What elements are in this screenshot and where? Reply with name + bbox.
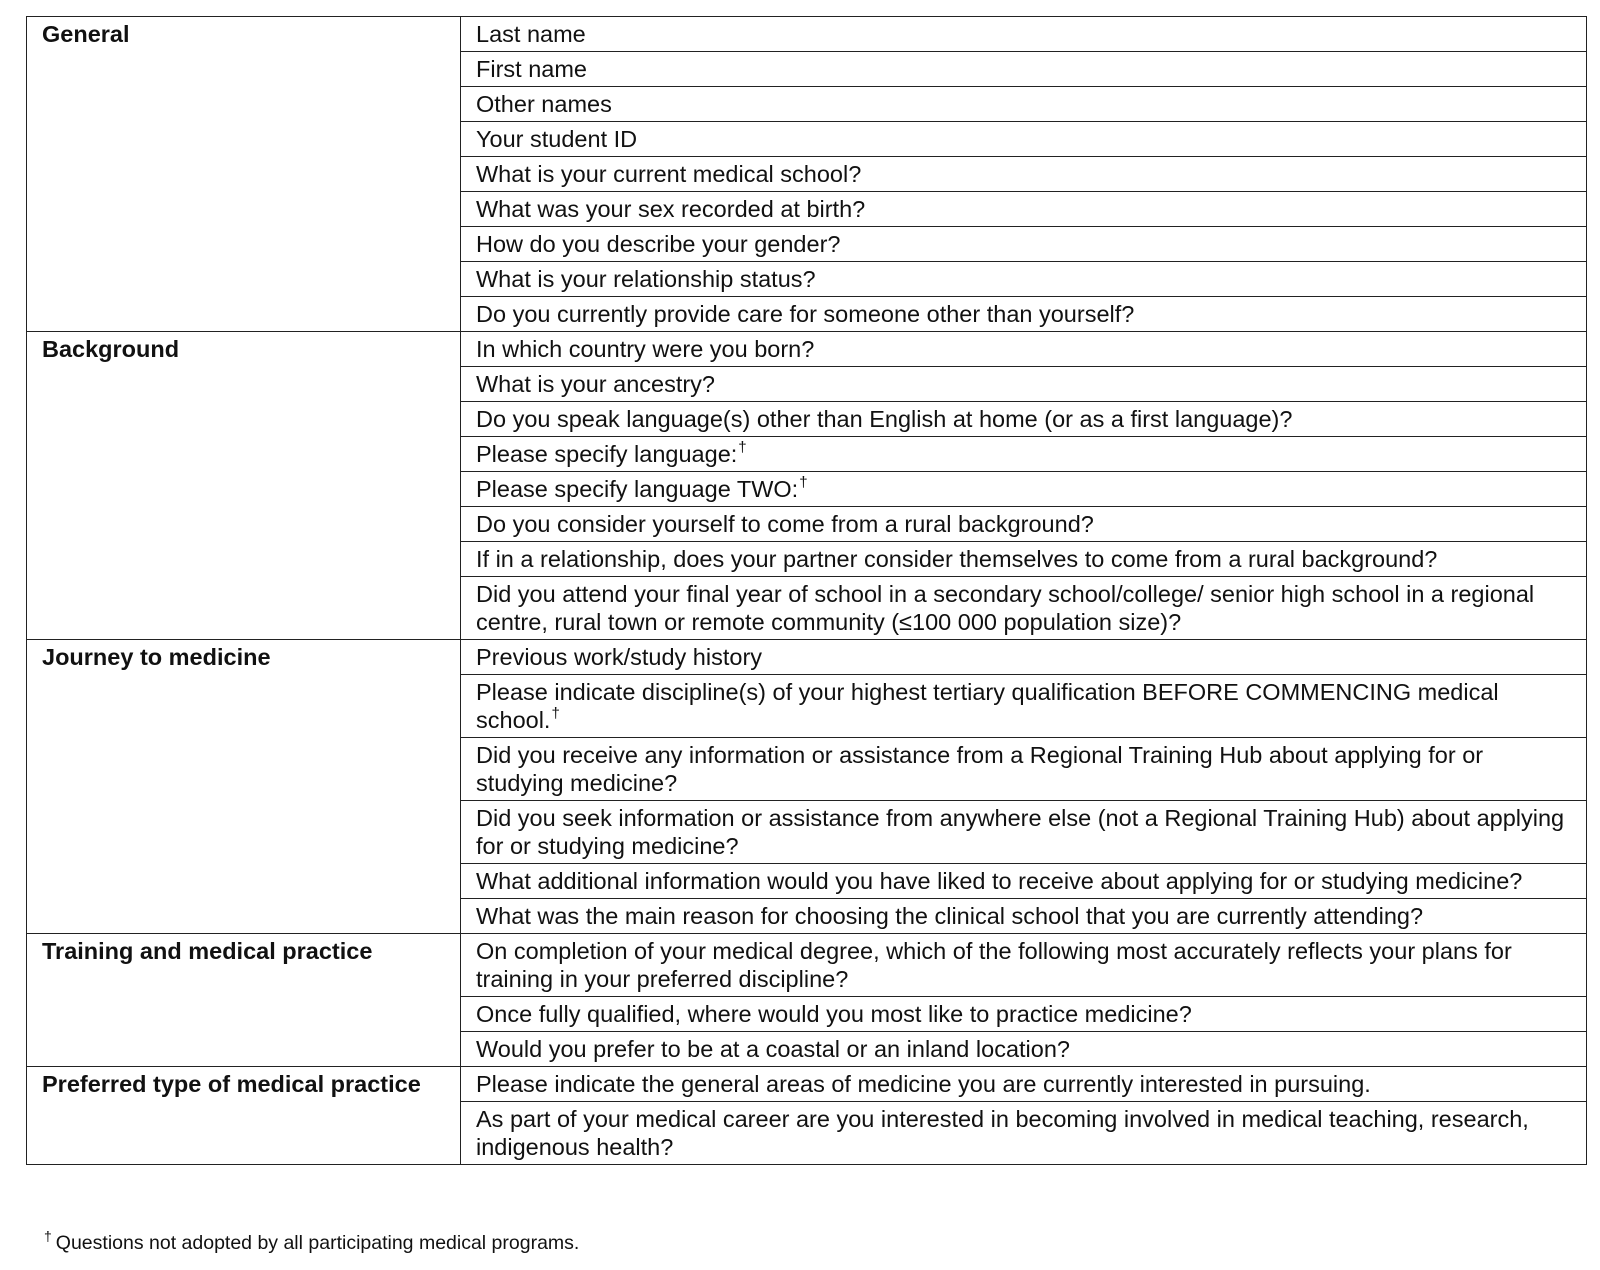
question-text: Do you consider yourself to come from a rural background? (476, 511, 1094, 537)
question-text: Please indicate discipline(s) of your highest tertiary qualification BEFORE COMMENCING medical school. (476, 679, 1499, 733)
table-row (27, 640, 1587, 675)
question-text: Other names (476, 91, 612, 117)
question-text: If in a relationship, does your partner consider themselves to come from a rural background? (476, 546, 1438, 572)
question-text: Last name (476, 21, 586, 47)
question-text: Please specify language TWO: (476, 476, 799, 502)
question-cell (461, 367, 1587, 402)
section-label: General (27, 17, 461, 332)
question-text: Did you seek information or assistance from anywhere else (not a Regional Training Hub) about applying for or studying medicine? (476, 805, 1565, 859)
question-cell (461, 87, 1587, 122)
footnote (44, 1228, 580, 1255)
question-cell (461, 437, 1587, 472)
question-text: How do you describe your gender? (476, 231, 841, 257)
question-text: Please specify language: (476, 441, 738, 467)
question-cell (461, 1067, 1587, 1102)
question-cell (461, 227, 1587, 262)
question-cell (461, 262, 1587, 297)
survey-table-body (27, 17, 1587, 1165)
question-text: As part of your medical career are you interested in becoming involved in medical teaching, research, indigenous health? (476, 1106, 1529, 1160)
question-text: Did you attend your final year of school in a secondary school/college/ senior high school in a regional centre, rural town or remote community (≤100 000 population size)? (476, 581, 1535, 635)
dagger-mark: † (799, 474, 808, 491)
question-cell (461, 640, 1587, 675)
question-text: What was your sex recorded at birth? (476, 196, 866, 222)
question-cell (461, 402, 1587, 437)
question-cell (461, 17, 1587, 52)
question-cell (461, 122, 1587, 157)
question-cell (461, 332, 1587, 367)
question-cell (461, 997, 1587, 1032)
question-text: In which country were you born? (476, 336, 815, 362)
section-label: Preferred type of medical practice (27, 1067, 461, 1165)
footnote-dagger-mark: † (44, 1228, 52, 1244)
question-cell (461, 52, 1587, 87)
section-label: Journey to medicine (27, 640, 461, 934)
question-text: Your student ID (476, 126, 638, 152)
question-cell (461, 1032, 1587, 1067)
question-cell (461, 801, 1587, 864)
question-text: What additional information would you have liked to receive about applying for or studying medicine? (476, 868, 1523, 894)
question-cell (461, 934, 1587, 997)
question-cell (461, 675, 1587, 738)
question-text: First name (476, 56, 587, 82)
question-cell (461, 542, 1587, 577)
question-text: Please indicate the general areas of medicine you are currently interested in pursuing. (476, 1071, 1371, 1097)
question-text: What is your ancestry? (476, 371, 716, 397)
question-text: What is your current medical school? (476, 161, 862, 187)
question-text: On completion of your medical degree, which of the following most accurately reflects your plans for training in your preferred discipline? (476, 938, 1512, 992)
question-cell (461, 192, 1587, 227)
table-row (27, 934, 1587, 997)
section-label: Training and medical practice (27, 934, 461, 1067)
table-row (27, 332, 1587, 367)
question-text: What was the main reason for choosing the clinical school that you are currently attending? (476, 903, 1424, 929)
question-text: Previous work/study history (476, 644, 763, 670)
footnote-text: Questions not adopted by all participating medical programs. (55, 1232, 580, 1254)
question-cell (461, 577, 1587, 640)
question-text: Would you prefer to be at a coastal or an inland location? (476, 1036, 1070, 1062)
survey-questions-table (26, 16, 1587, 1165)
question-text: What is your relationship status? (476, 266, 816, 292)
question-cell (461, 864, 1587, 899)
question-cell (461, 738, 1587, 801)
question-text: Do you currently provide care for someone other than yourself? (476, 301, 1135, 327)
table-row (27, 17, 1587, 52)
question-text: Do you speak language(s) other than English at home (or as a first language)? (476, 406, 1293, 432)
section-label: Background (27, 332, 461, 640)
question-cell (461, 899, 1587, 934)
dagger-mark: † (738, 439, 747, 456)
table-row (27, 1067, 1587, 1102)
dagger-mark: † (551, 705, 560, 722)
question-text: Once fully qualified, where would you most like to practice medicine? (476, 1001, 1192, 1027)
question-cell (461, 297, 1587, 332)
question-text: Did you receive any information or assistance from a Regional Training Hub about applying for or studying medicine? (476, 742, 1484, 796)
question-cell (461, 157, 1587, 192)
question-cell (461, 1102, 1587, 1165)
question-cell (461, 507, 1587, 542)
question-cell (461, 472, 1587, 507)
